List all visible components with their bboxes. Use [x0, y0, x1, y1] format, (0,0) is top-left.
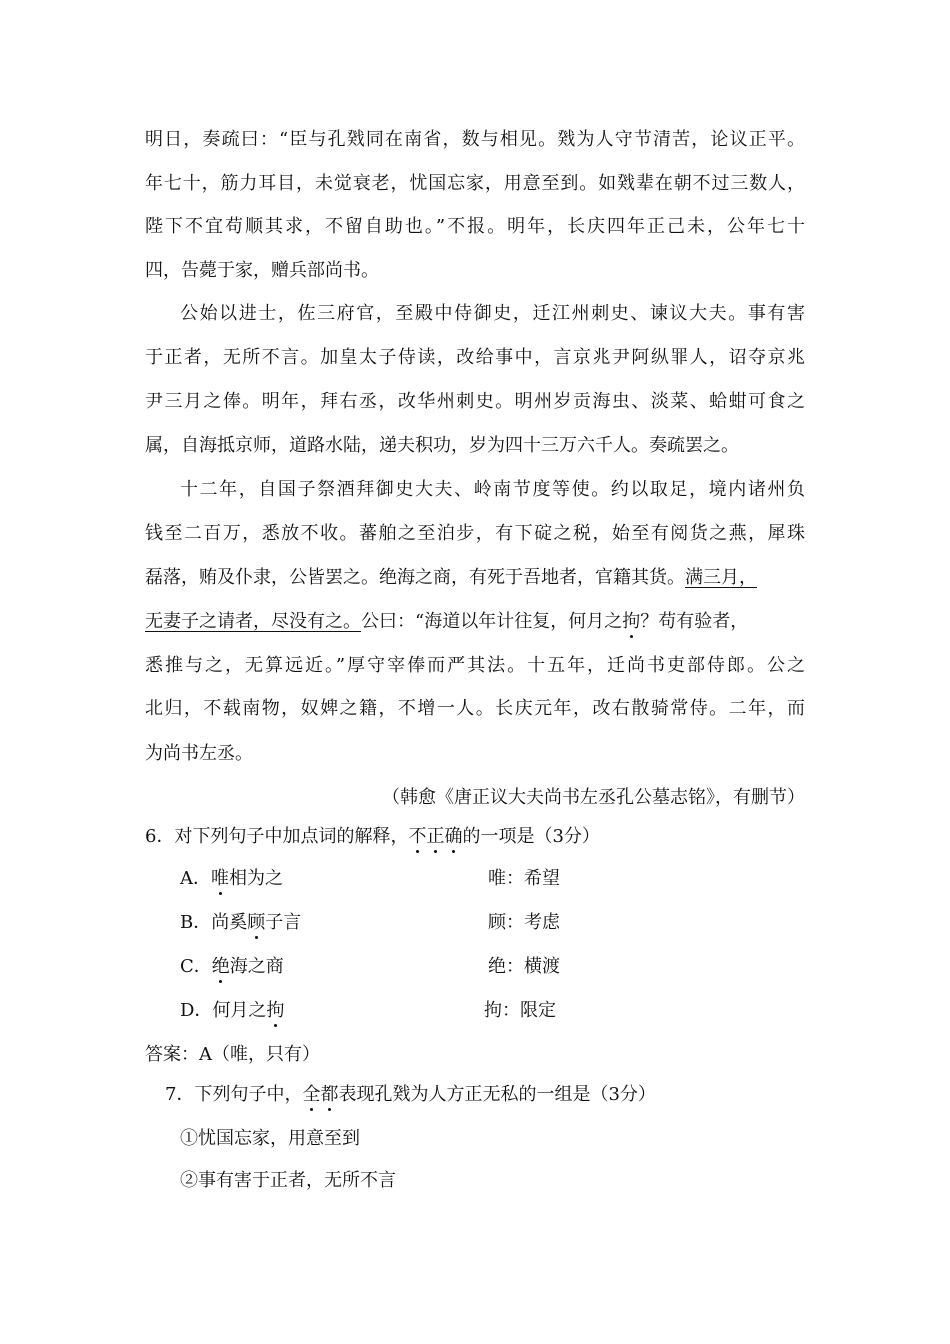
option-label: A． [180, 868, 211, 889]
option-text-post: 海之商 [229, 956, 284, 977]
passage-line-15: 为尚书左丞。 [145, 743, 253, 764]
passage-line-12 [145, 610, 748, 634]
q6-gloss-c: 绝：横渡 [488, 956, 560, 977]
underlined-sentence-part-1: 满三月， [685, 567, 757, 588]
q6-option-b[interactable] [180, 911, 301, 935]
passage-line-11-text: 磊落，贿及仆隶，公皆罢之。绝海之商，有死于吾地者，官籍其货。 [145, 567, 685, 588]
dotted-char: 拘 [622, 611, 641, 632]
q6-option-d[interactable] [180, 999, 284, 1023]
source-citation: （韩愈《唐正议大夫尚书左丞孔公墓志铭》，有删节） [382, 787, 805, 808]
q6-gloss-b: 顾：考虑 [488, 912, 560, 933]
q6-option-c[interactable] [180, 955, 284, 979]
q7-dotted-char-1: 全 [302, 1084, 321, 1105]
option-dotted-char: 唯 [211, 868, 229, 889]
passage-line-7: 尹三月之俸。明年，拜右丞，改华州刺史。明州岁贡海虫、淡菜、蛤蚶可食之 [145, 391, 805, 412]
q6-stem-text: 6．对下列句子中加点词的解释， [145, 826, 409, 847]
option-text-post: 相为之 [229, 868, 283, 889]
q7-item-2: ②事有害于正者，无所不言 [180, 1170, 396, 1191]
option-label: B． [180, 912, 212, 933]
q6-dotted-char-1: 不 [408, 826, 427, 847]
q6-dotted-char-2: 正 [426, 826, 445, 847]
q6-gloss-d: 拘：限定 [484, 1000, 556, 1021]
underlined-sentence-part-2: 无妻子之请者，尽没有之。 [145, 611, 361, 632]
passage-line-14: 北归，不载南物，奴婢之籍，不增一人。长庆元年，改右散骑常侍。二年，而 [145, 698, 805, 719]
passage-line-13: 悉推与之，无算远近。”厚守宰俸而严其法。十五年，迁尚书吏部侍郎。公之 [145, 655, 805, 676]
q7-item-1: ①忧国忘家，用意至到 [180, 1128, 360, 1149]
question-7-stem [165, 1083, 656, 1107]
q6-stem-end: 的一项是（3分） [462, 826, 600, 847]
passage-line-4: 四，告薨于家，赠兵部尚书。 [145, 260, 379, 281]
passage-line-12-text-a: 公曰：“海道以年计往复，何月之 [361, 611, 623, 632]
q6-dotted-char-3: 确 [444, 826, 463, 847]
passage-line-10: 钱至二百万，悉放不收。蕃舶之至泊步，有下碇之税，始至有阅货之燕，犀珠 [145, 523, 805, 544]
q6-option-a[interactable] [180, 867, 283, 891]
option-dotted-char: 顾 [247, 912, 266, 933]
passage-line-6: 于正者，无所不言。加皇太子侍读，改给事中，言京兆尹阿纵罪人，诏夺京兆 [145, 347, 805, 368]
passage-line-12-text-b: ？苟有验者， [640, 611, 749, 632]
passage-line-2: 年七十，筋力耳目，未觉衰老，忧国忘家，用意至到。如戣辈在朝不过三数人， [145, 173, 805, 194]
q6-gloss-a: 唯：希望 [488, 868, 560, 889]
passage-line-8: 属，自海抵京师，道路水陆，递夫积功，岁为四十三万六千人。奏疏罢之。 [145, 435, 739, 456]
passage-line-3: 陛下不宜苟顺其求，不留自助也。”不报。明年，长庆四年正己未，公年七十 [145, 216, 805, 237]
option-label: D． [180, 1000, 213, 1021]
q7-stem-text: 7．下列句子中， [165, 1084, 303, 1105]
passage-line-11 [145, 566, 757, 590]
passage-line-9: 十二年，自国子祭酒拜御史大夫、岭南节度等使。约以取足，境内诸州负 [180, 479, 805, 500]
option-text-pre: 何月之 [212, 1000, 267, 1021]
q6-answer: 答案：A（唯，只有） [145, 1044, 320, 1065]
q7-stem-end: 表现孔戣为人方正无私的一组是（3分） [338, 1084, 656, 1105]
option-label: C． [180, 956, 212, 977]
question-6-stem [145, 825, 600, 849]
option-dotted-char: 拘 [266, 1000, 285, 1021]
q7-dotted-char-2: 都 [320, 1084, 339, 1105]
passage-line-5: 公始以进士，佐三府官，至殿中侍御史，迁江州刺史、谏议大夫。事有害 [180, 303, 805, 324]
option-dotted-char: 绝 [211, 956, 230, 977]
option-text-pre: 尚奚 [211, 912, 248, 933]
option-text-post: 子言 [265, 912, 302, 933]
passage-line-1: 明日，奏疏曰：“臣与孔戣同在南省，数与相见。戣为人守节清苦，论议正平。 [145, 129, 805, 150]
